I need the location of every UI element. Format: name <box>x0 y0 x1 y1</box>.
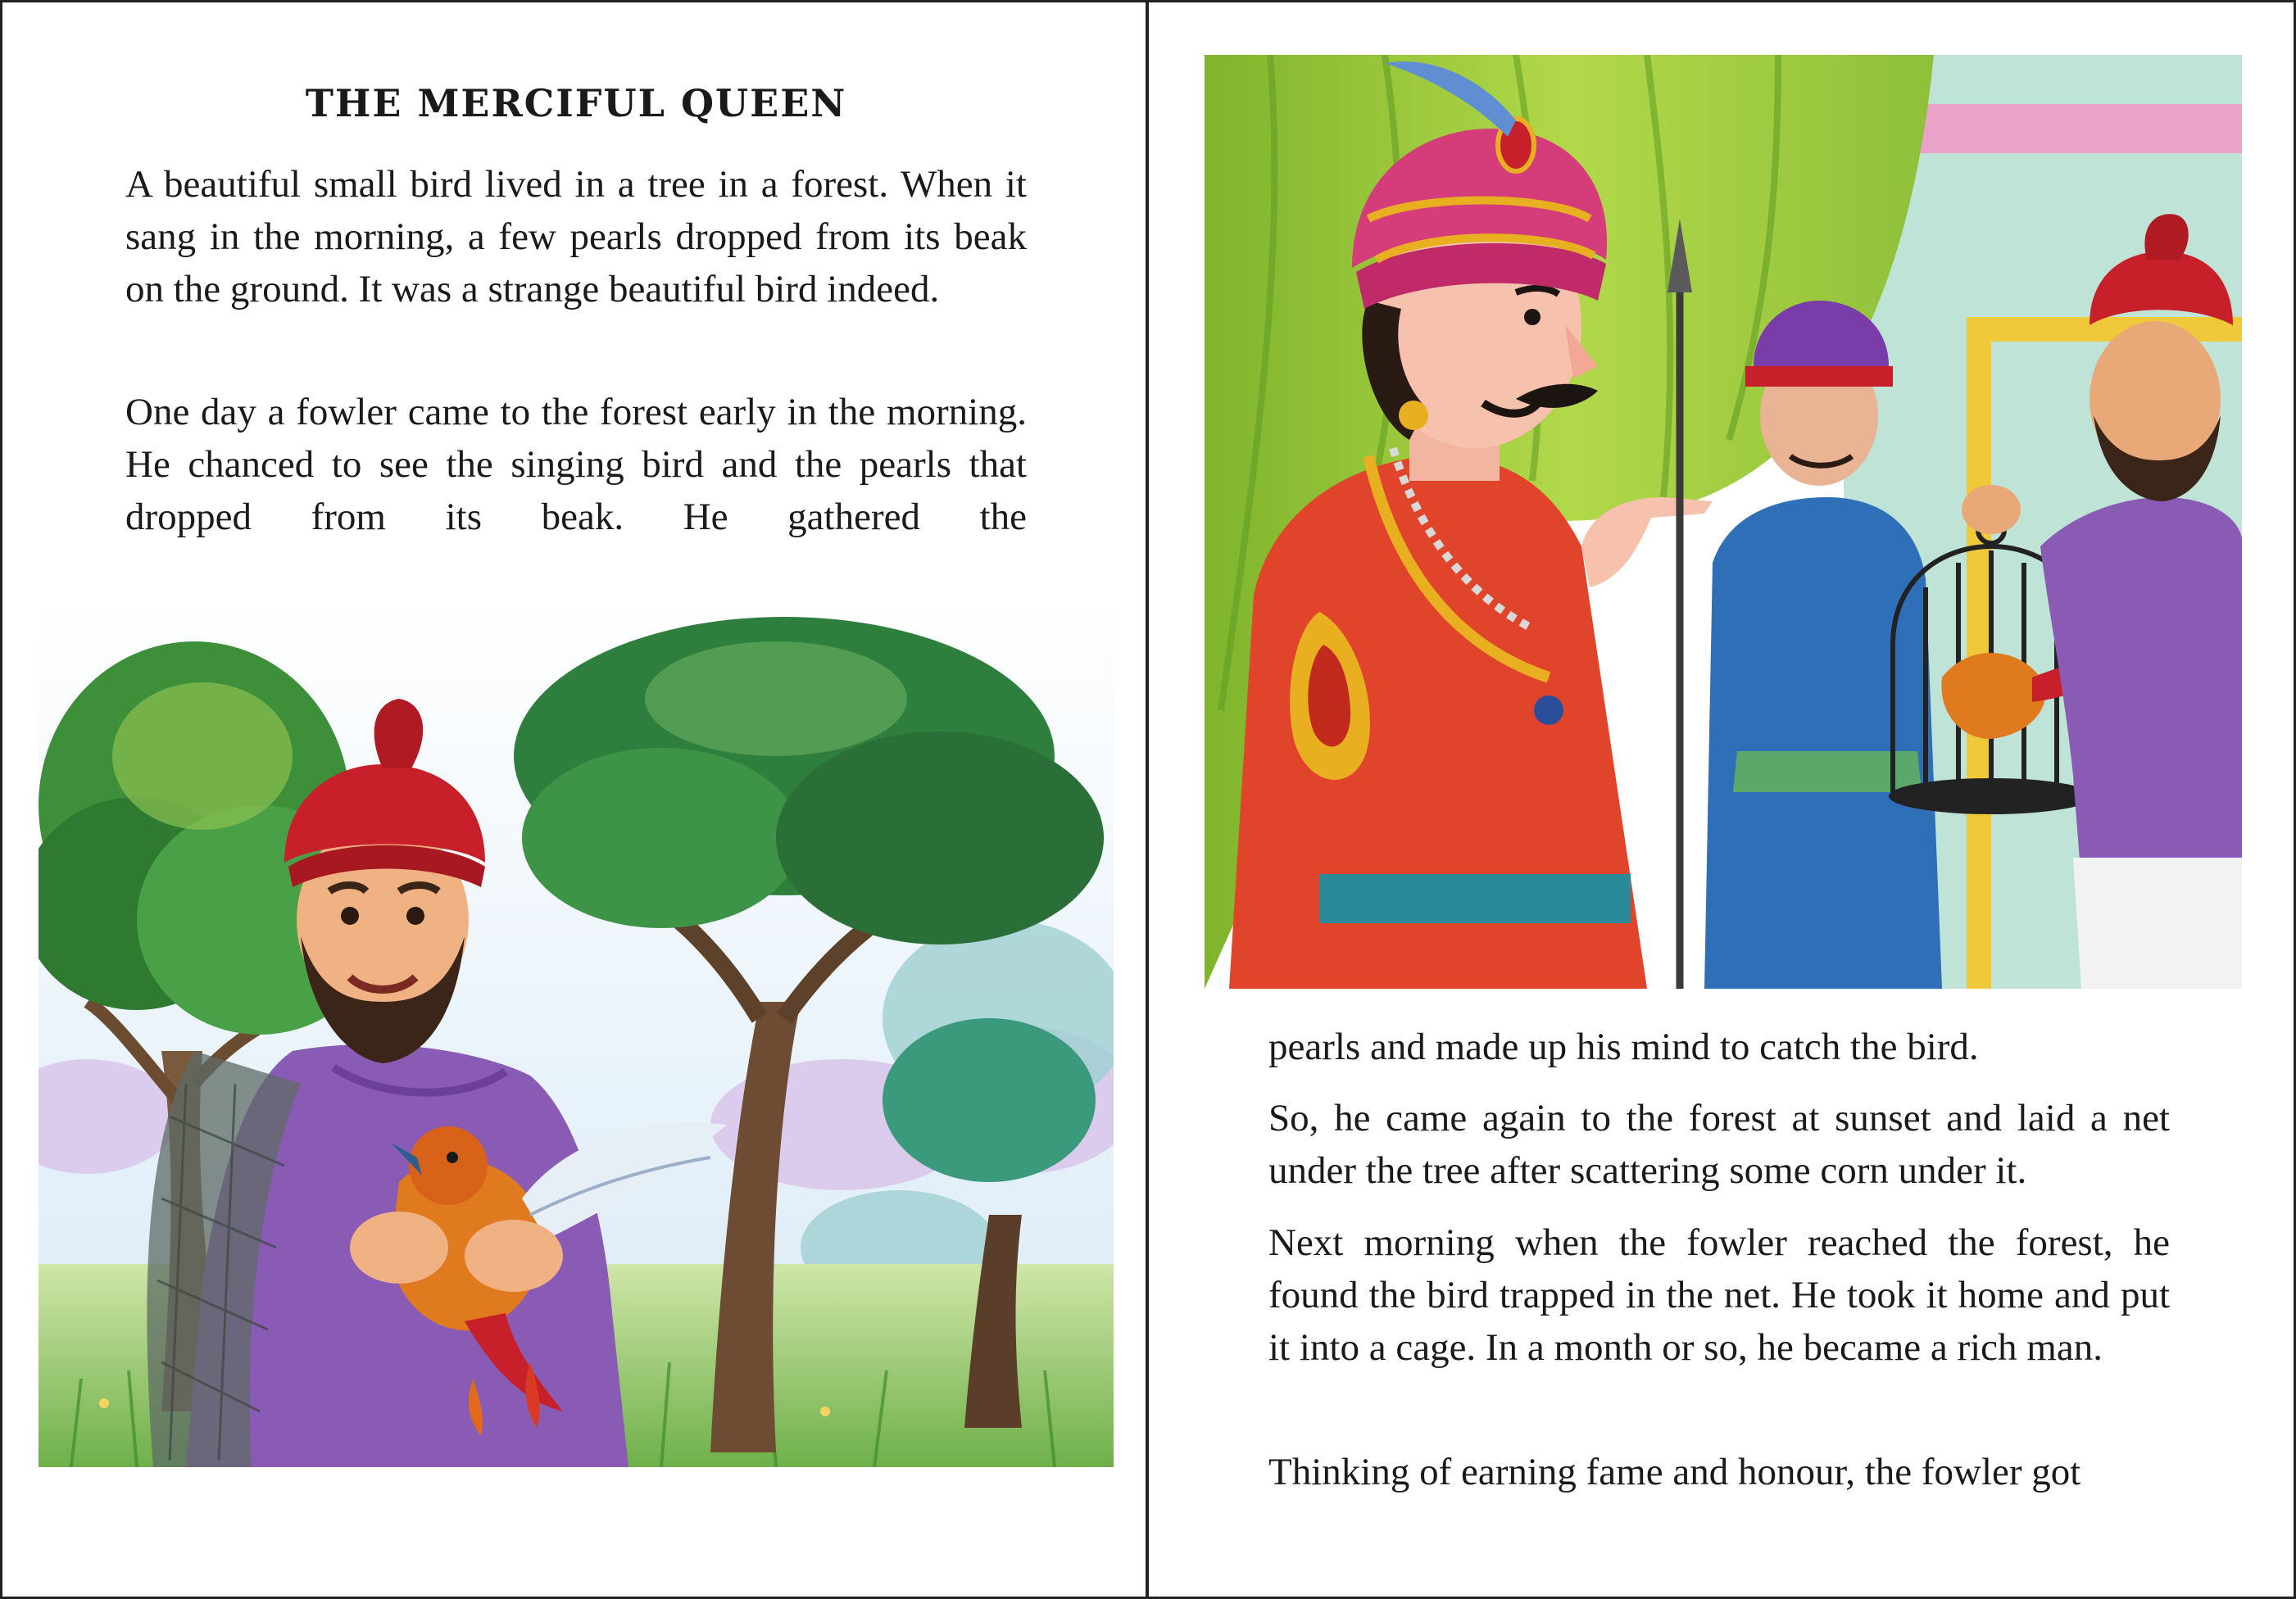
paragraph: Next morning when the fowler reached the forest, he found the bird trapped in the net. He took it home and put it into a cage. In a month or so, he became a rich man. <box>1268 1221 2170 1369</box>
court-illustration <box>1205 55 2242 989</box>
story-title: THE MERCIFUL QUEEN <box>305 81 847 125</box>
paragraph: One day a fowler came to the forest early in the morning. He chanced to see the singing bird and the pearls that dropped from its beak. He gathered the <box>125 391 1027 538</box>
paragraph: Thinking of earning fame and honour, the fowler got <box>1268 1451 2081 1493</box>
fowler-with-bird-image <box>39 592 1114 1467</box>
paragraph: A beautiful small bird lived in a tree in a forest. When it sang in the morning, a few pearls dropped from its beak on the ground. It was a strange beautiful bird indeed. <box>125 163 1027 310</box>
right-page <box>1146 0 2296 1599</box>
paragraph: So, he came again to the forest at sunset and laid a net under the tree after scattering some corn under it. <box>1268 1097 2170 1192</box>
forest-illustration <box>39 592 1114 1467</box>
paragraph: pearls and made up his mind to catch the bird. <box>1268 1026 1979 1068</box>
king-and-fowler-image <box>1205 55 2242 989</box>
